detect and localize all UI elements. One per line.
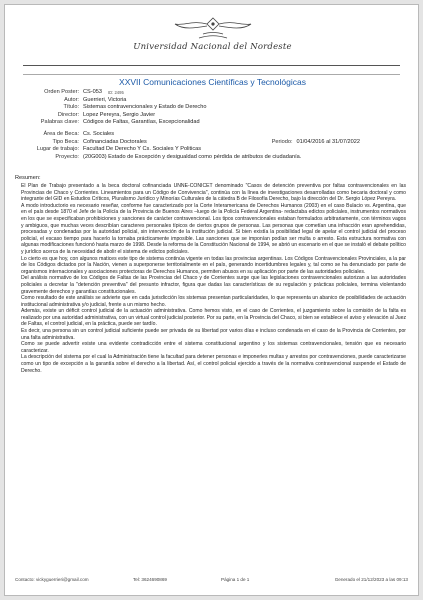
field-value: CS-053 — [83, 89, 102, 95]
field-value: Cofinanciadas Doctorales — [83, 138, 147, 145]
resumen-body — [21, 183, 406, 563]
contact-phone: Tel: 3624690869 — [133, 577, 167, 582]
field-value: (20G003) Estado de Excepción y desigualdad como pérdida de atributos de ciudadanía. — [83, 153, 302, 160]
resumen-paragraph: Además, existe un déficit control judicial de la actuación administrativa. Como hemos visto, en el caso de Corrientes, el juzgamiento sobre la comisión de la falta es realizado por una autoridad administrativa, con un virtual control judicial posterior. Por su parte, en la Provincia del Chaco, si bien se establece el aviso y elevación al Juez de Faltas, el control judicial, en la práctica, puede ser tardío. — [21, 308, 406, 328]
field-palabras-clave — [5, 119, 420, 127]
field-orden-poster — [5, 89, 420, 97]
document-page — [4, 4, 419, 596]
university-seal-icon — [163, 16, 263, 40]
field-value: Facultad De Derecho Y Cs. Sociales Y Politicas — [83, 146, 202, 153]
resumen-paragraph: Como se puede advertir existe una evidente contradicción entre el sistema constitucional argentino y los sistemas contravencionales, tensión que es necesario caracterizar. — [21, 341, 406, 354]
conference-title: XXVII Comunicaciones Científicas y Tecnológicas — [119, 77, 306, 87]
field-lugar-trabajo — [5, 146, 420, 154]
field-proyecto — [5, 154, 420, 162]
field-value: Guerrieri, Victoria — [83, 96, 127, 103]
field-label: Director: — [57, 111, 79, 118]
field-autor — [5, 97, 420, 105]
header-divider — [23, 65, 400, 66]
field-value: Códigos de Faltas, Garantías, Excepcionalidad — [83, 119, 200, 126]
field-label: Orden Poster: — [44, 89, 79, 95]
resumen-paragraph: A modo introductorio es necesario reseñar, conforme fue caracterizado por la Corte Interamericana de Derechos Humanos (2003) en el caso Bulacio vs. Argentina, que en el país desde 1870 el Jefe de la Policía de la Provincia de Buenos Aires –luego de la Policía Federal Argentina- redactaba edictos policiales, instrumentos normativos en los que se especificaban prohibiciones y sanciones de carácter contravencional. Los tipos contravencionales estaban formulados arbitrariamente, con términos vagos y ambiguos, que muchas veces describían caracteres personales típicos de ciertos grupos de personas. Las personas que cometían una infracción eran aprehendidas, procesadas y condenadas por la autoridad policial, sin intervención de la institución judicial. Si bien existía la posibilidad legal de apelar el control judicial del proceso policial, el escaso tiempo para hacerlo la tornaba prácticamente imposible. Las sanciones que se imponían podían ser multa o arresto. Esta estructura normativa con algunas modificaciones funcionó hasta marzo de 1998. Desde la reforma de la Constitución Nacional de 1994, se abrió un escenario en el que se instaló el debate político y jurídico acerca de la necesidad de abolir el sistema de edictos policiales. — [21, 202, 406, 255]
field-label: Área de Beca: — [43, 130, 79, 137]
field-label: Título: — [63, 104, 79, 111]
generated-timestamp: Generado el 21/12/2023 a las 09:13 — [334, 577, 408, 582]
resumen-paragraph: Lo cierto es que hoy, con algunos matices este tipo de sistema continúa vigente en todas las provincias argentinas. Los Códigos Contravencionales Provinciales, a la par de los Códigos dictados por la Nación, vienen a superponerse territorialmente en el país, generando incertidumbres legales y, tal como se ha denunciado por parte de organismos internacionales y asociaciones protectoras de Derechos Humanos, permiten abusos en su aplicación por parte de las autoridades policiales. — [21, 255, 406, 275]
periodo-label: Periodo: — [271, 138, 293, 145]
field-value: Lopez Pereyra, Sergio Javier — [83, 111, 156, 118]
university-logo — [5, 16, 420, 52]
contact-email: Contacto: vickyguerrieri@gmail.com — [15, 577, 89, 582]
resumen-paragraph: Es decir, una persona sin un control judicial suficiente puede ser privada de su libertad por varios días e incluso condenada en el caso de la Provincia de Corrientes, por una falta administrativa. — [21, 328, 406, 341]
resumen-paragraph: El Plan de Trabajo presentado a la beca doctoral cofinanciada UNNE-CONICET denominado "Casos de detención preventiva por faltas contravencionales en las Provincias de Chaco y Corrientes. Lineamientos para un Código de Convivencia", continúa con la línea de investigaciones desarrolladas como becaria doctoral y como integrante del GID en Estudios Críticos, Pluralismo Jurídico y Minorías Culturales de la cátedra B de Filosofía Derecho, bajo la dirección del Dr. Sergio López Pereyra. — [21, 183, 406, 203]
field-label: Proyecto: — [55, 153, 79, 160]
field-tipo-beca — [5, 139, 420, 147]
resumen-heading: Resumen: — [15, 175, 41, 181]
field-label: Lugar de trabajo: — [36, 146, 79, 153]
field-director — [5, 112, 420, 120]
field-periodo — [272, 139, 360, 147]
resumen-paragraph: Del análisis normativo de los Códigos de Faltas de las Provincias del Chaco y de Corrientes surge que las legislaciones contravencionales autorizan a las autoridades policiales a decretar la "detención preventiva" del presunto infractor, figura que dadas las características de su regulación y prácticas policiales, termina violentando gravemente derechos y garantías constitucionales. — [21, 275, 406, 295]
field-area-beca — [5, 131, 420, 139]
metadata-fields — [5, 89, 420, 161]
resumen-paragraph: Como resultado de este análisis se advierte que en cada jurisdicción los sistemas presentan particularidades, lo que representa un abanico de posibilidades de actuación institucional administrativa y/o judicial, frente a un mismo hecho. — [21, 295, 406, 308]
field-label: Tipo Beca: — [52, 138, 79, 145]
university-name: Universidad Nacional del Nordeste — [133, 42, 292, 52]
field-label: Palabras clave: — [40, 119, 79, 126]
field-label: Autor: — [64, 96, 79, 103]
periodo-value: 01/04/2016 al 31/07/2022 — [296, 138, 360, 145]
resumen-paragraph: La descripción del sistema por el cual la Administración tiene la facultad para detener personas e imponerles multas y arrestos por contravenciones, puede caracterizarse como un tipo de excepción a la garantía sobre el derecho a la libertad. Así, el control policial ejercido a través de la normativa contravencional suspende el Estado de Derecho. — [21, 354, 406, 374]
field-titulo — [5, 104, 420, 112]
page-number: Página 1 de 1 — [221, 577, 250, 582]
poster-id: ID: 2495 — [107, 90, 124, 95]
title-divider — [23, 74, 400, 75]
field-value: Cs. Sociales — [83, 130, 115, 137]
field-value: Sistemas contravencionales y Estado de Derecho — [83, 104, 207, 111]
